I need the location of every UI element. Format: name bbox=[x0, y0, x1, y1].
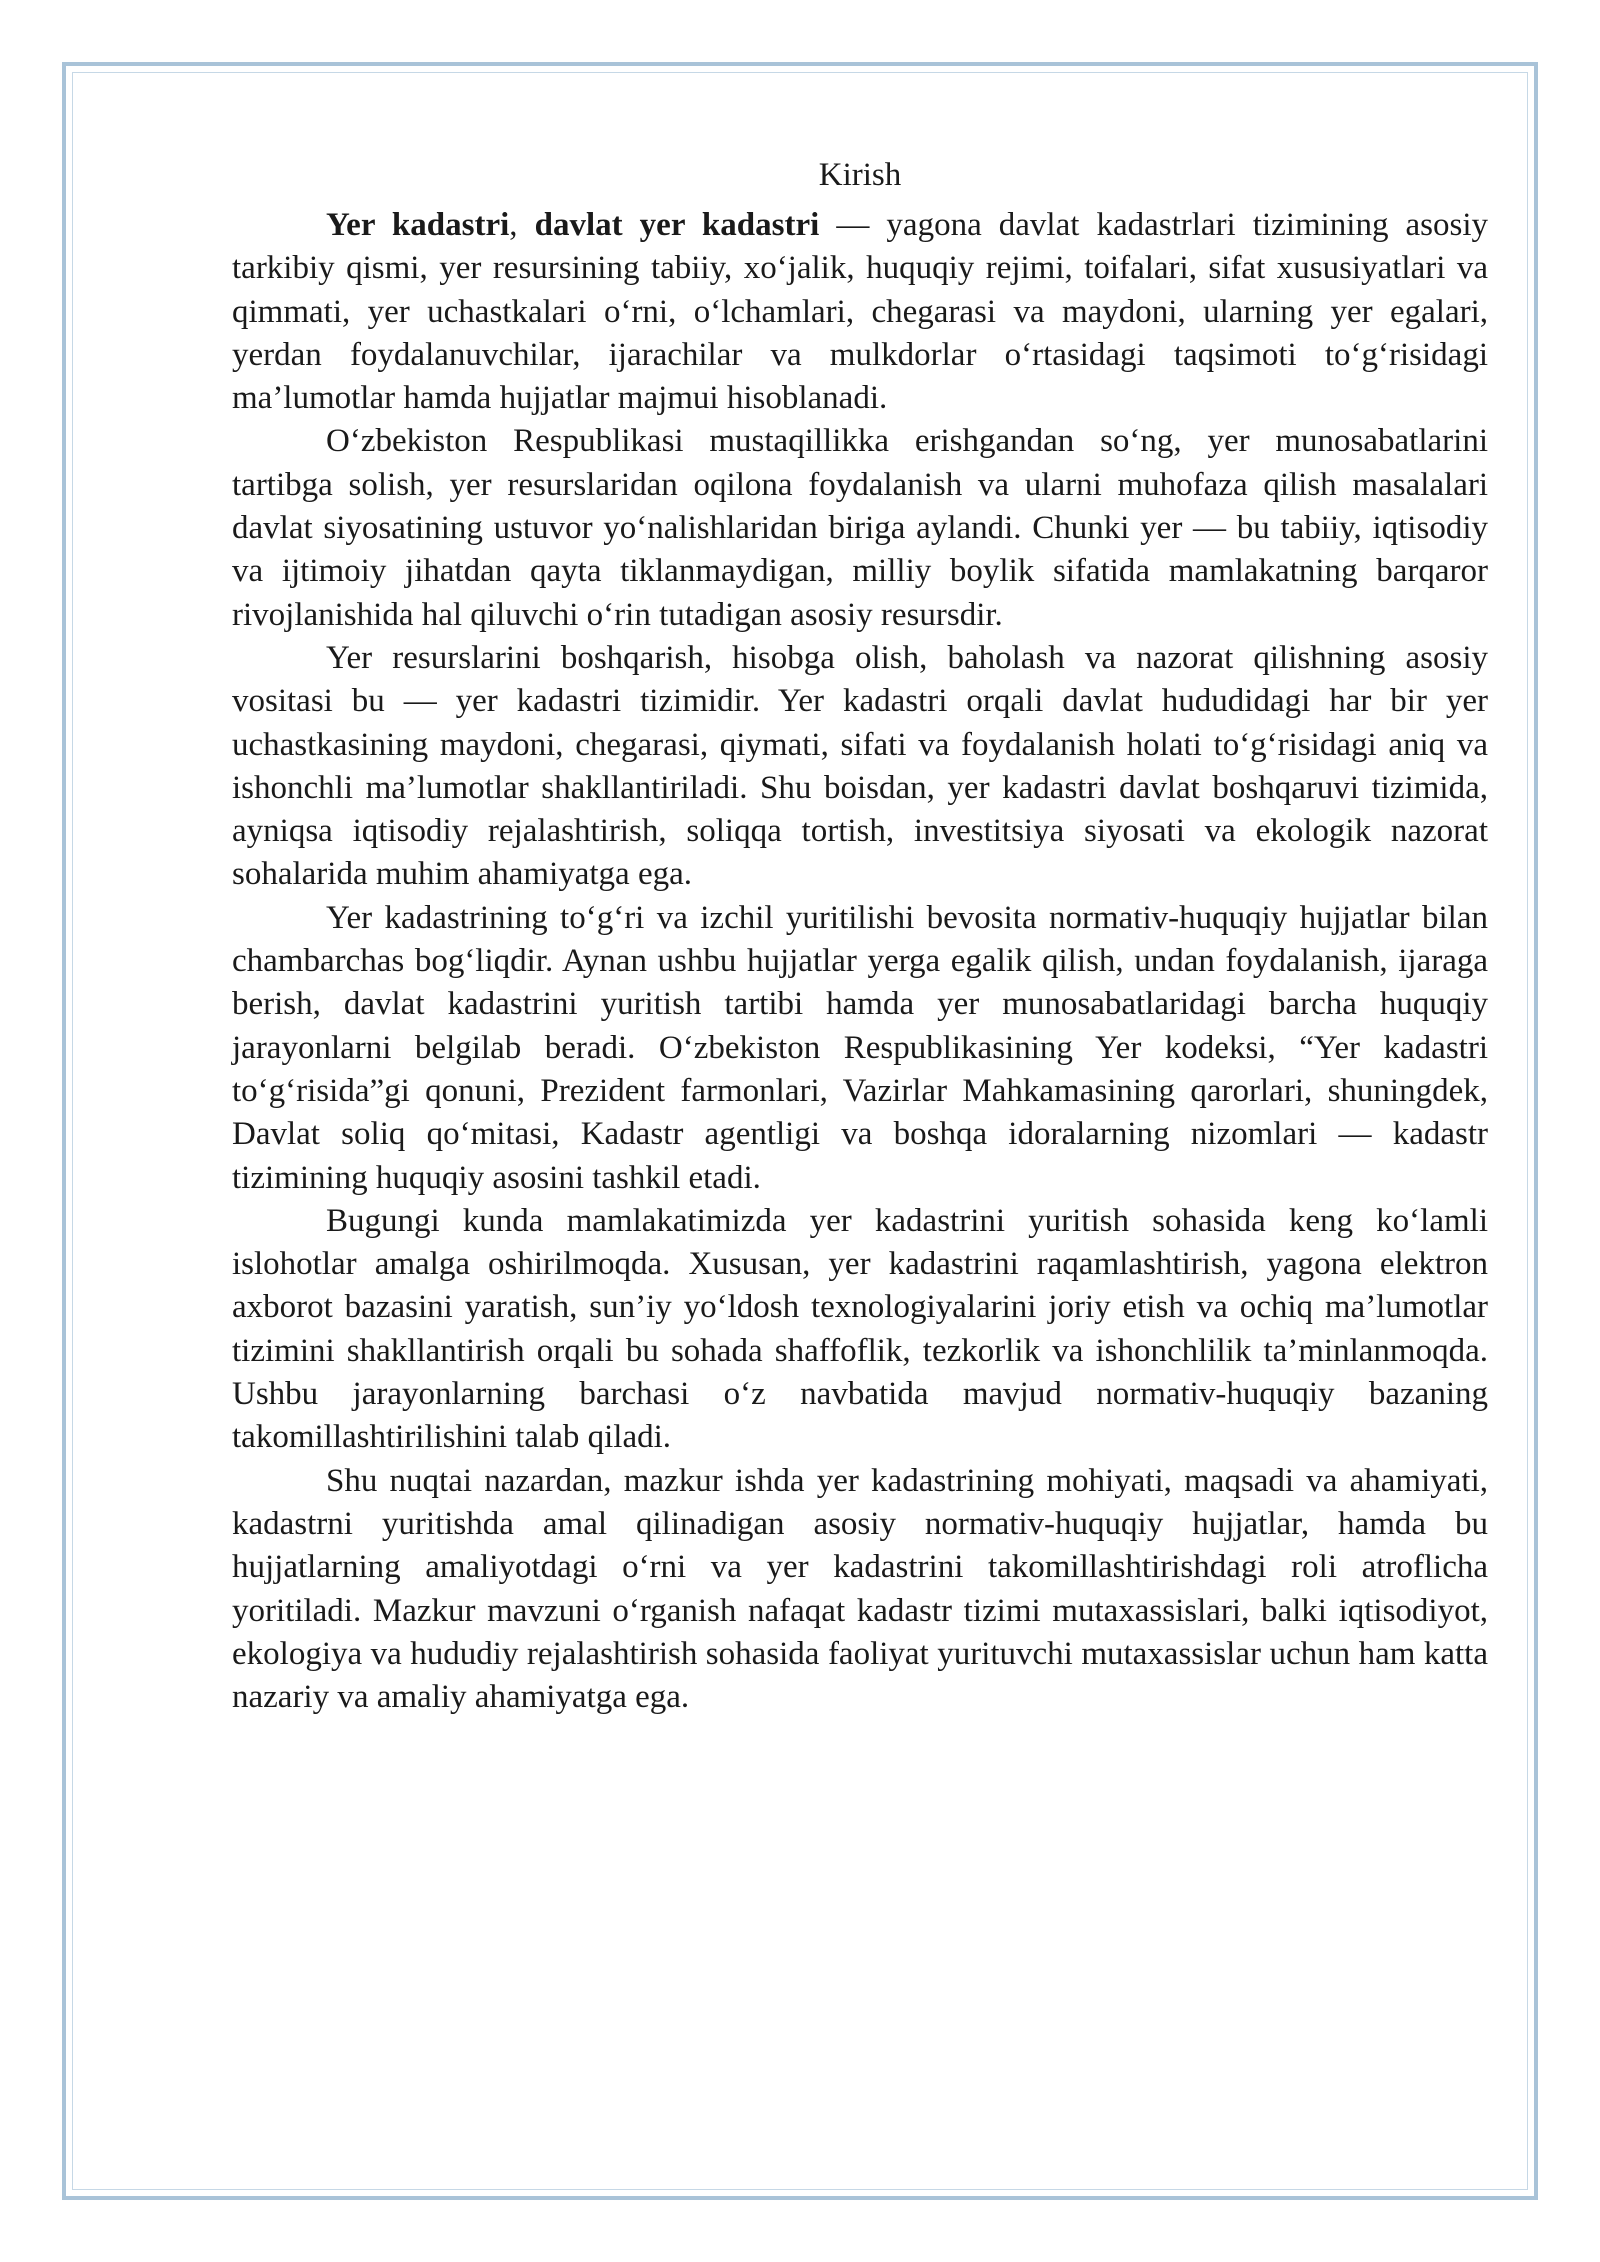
paragraph-4: Yer kadastrining to‘g‘ri va izchil yuritilishi bevosita normativ-huquqiy hujjatlar bilan chambarchas bog‘liqdir. Aynan ushbu hujjatlar yerga egalik qilish, undan foydalanish, ijaraga berish, davlat kadastrini yuritish tartibi hamda yer munosabatlaridagi barcha huquqiy jarayonlarni belgilab beradi. O‘zbekiston Respublikasining Yer kodeksi, “Yer kadastri to‘g‘risida”gi qonuni, Prezident farmonlari, Vazirlar Mahkamasining qarorlari, shuningdek, Davlat soliq qo‘mitasi, Kadastr agentligi va boshqa idoralarning nizomlari — kadastr tizimining huquqiy asosini tashkil etadi. bbox=[232, 899, 1488, 1196]
paragraph-5: Bugungi kunda mamlakatimizda yer kadastrini yuritish sohasida keng ko‘lamli islohotlar amalga oshirilmoqda. Xususan, yer kadastrini raqamlashtirish, yagona elektron axborot bazasini yaratish, sun’iy yo‘ldosh texnologiyalarini joriy etish va ochiq ma’lumotlar tizimini shakllantirish orqali bu sohada shaffoflik, tezkorlik va ishonchlilik ta’minlanmoqda. Ushbu jarayonlarning barchasi o‘z navbatida mavjud normativ-huquqiy bazaning takomillashtirilishini talab qiladi. bbox=[232, 1202, 1488, 1456]
term-davlat-yer-kadastri: davlat yer kadastri bbox=[534, 207, 820, 243]
document-title: Kirish bbox=[818, 157, 902, 193]
paragraph-2: O‘zbekiston Respublikasi mustaqillikka erishgandan so‘ng, yer munosabatlarini tartibga solish, yer resurslaridan oqilona foydalanish va ularni muhofaza qilish masalalari davlat siyosatining ustuvor yo‘nalishlaridan biriga aylandi. Chunki yer — bu tabiiy, iqtisodiy va ijtimoiy jihatdan qayta tiklanmaydigan, milliy boylik sifatida mamlakatning barqaror rivojlanishida hal qiluvchi o‘rin tutadigan asosiy resursdir. bbox=[232, 423, 1488, 633]
paragraph-6: Shu nuqtai nazardan, mazkur ishda yer kadastrining mohiyati, maqsadi va ahamiyati, kadastrni yuritishda amal qilinadigan asosiy normativ-huquqiy hujjatlar, hamda bu hujjatlarning amaliyotdagi o‘rni va yer kadastrini takomillashtirishdagi roli atroflicha yoritiladi. Mazkur mavzuni o‘rganish nafaqat kadastr tizimi mutaxassislari, balki iqtisodiyot, ekologiya va hududiy rejalashtirish sohasida faoliyat yurituvchi mutaxassislar uchun ham katta nazariy va amaliy ahamiyatga ega. bbox=[232, 1462, 1488, 1716]
term-separator: , bbox=[509, 207, 535, 243]
term-yer-kadastri: Yer kadastri bbox=[326, 207, 510, 243]
paragraph-1 bbox=[232, 204, 1488, 420]
paragraph-1-text: — yagona davlat kadastrlari tizimining asosiy tarkibiy qismi, yer resursining tabiiy, xo‘jalik, huquqiy rejimi, toifalari, sifat xususiyatlari va qimmati, yer uchastkalari o‘rni, o‘lchamlari, chegarasi va maydoni, ularning yer egalari, yerdan foydalanuvchilar, ijarachilar va mulkdorlar o‘rtasidagi taqsimoti to‘g‘risidagi ma’lumotlar hamda hujjatlar majmui hisoblanadi. bbox=[232, 207, 1489, 417]
paragraph-3: Yer resurslarini boshqarish, hisobga olish, baholash va nazorat qilishning asosiy vositasi bu — yer kadastri tizimidir. Yer kadastri orqali davlat hududidagi har bir yer uchastkasining maydoni, chegarasi, qiymati, sifati va foydalanish holati to‘g‘risidagi aniq va ishonchli ma’lumotlar shakllantiriladi. Shu boisdan, yer kadastri davlat boshqaruvi tizimida, ayniqsa iqtisodiy rejalashtirish, soliqqa tortish, investitsiya siyosati va ekologik nazorat sohalarida muhim ahamiyatga ega. bbox=[232, 639, 1488, 893]
document-body bbox=[232, 150, 1488, 1719]
